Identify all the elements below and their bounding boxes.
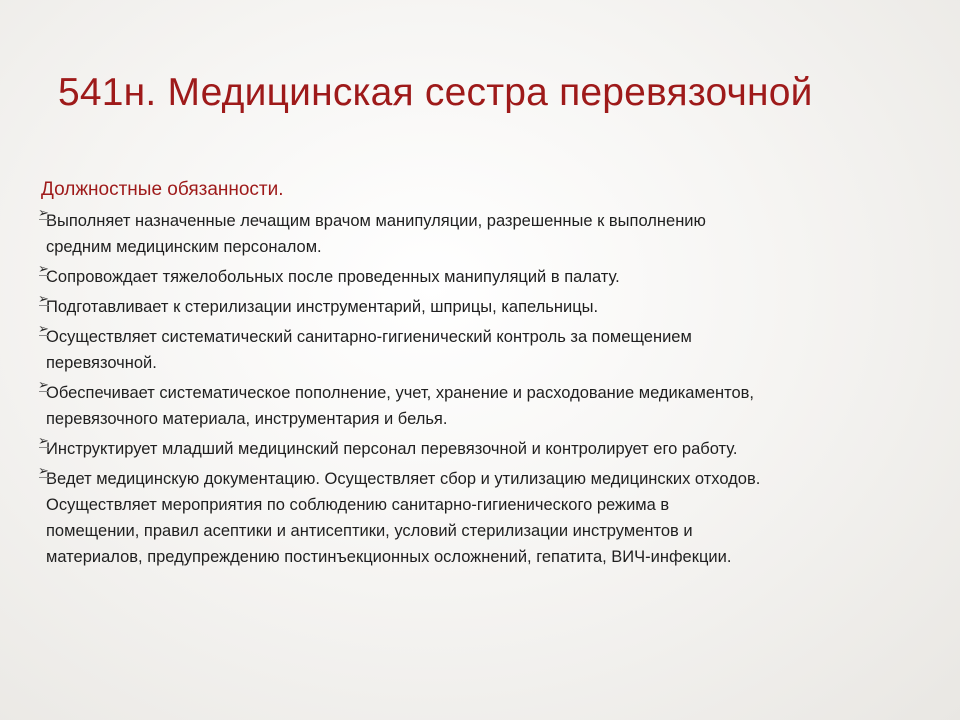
section-subtitle: Должностные обязанности. (41, 179, 284, 200)
arrow-bullet-icon: ➢ (38, 322, 49, 337)
arrow-bullet-icon: ➢ (38, 434, 49, 449)
list-item (38, 466, 938, 570)
duty-line: Сопровождает тяжелобольных после проведенных манипуляций в палату. (46, 268, 620, 286)
duty-line: помещении, правил асептики и антисептики, условий стерилизации инструментов и (46, 522, 693, 540)
duty-line: перевязочной. (46, 354, 157, 372)
duty-line: средним медицинским персоналом. (46, 238, 322, 256)
duty-line: Ведет медицинскую документацию. Осуществляет сбор и утилизацию медицинских отходов. (46, 470, 761, 488)
list-item (38, 264, 938, 290)
duties-list (38, 208, 938, 574)
arrow-bullet-icon: ➢ (38, 292, 49, 307)
arrow-bullet-icon: ➢ (38, 378, 49, 393)
list-item (38, 208, 938, 260)
arrow-bullet-icon: ➢ (38, 262, 49, 277)
duty-line: Обеспечивает систематическое пополнение, учет, хранение и расходование медикаментов, (46, 384, 755, 402)
list-item (38, 380, 938, 432)
list-item (38, 436, 938, 462)
duty-line: материалов, предупреждению постинъекционных осложнений, гепатита, ВИЧ-инфекции. (46, 548, 732, 566)
duty-line: Выполняет назначенные лечащим врачом манипуляции, разрешенные к выполнению (46, 212, 706, 230)
duty-line: перевязочного материала, инструментария и белья. (46, 410, 448, 428)
list-item (38, 294, 938, 320)
arrow-bullet-icon: ➢ (38, 206, 49, 221)
duty-line: Осуществляет мероприятия по соблюдению санитарно-гигиенического режима в (46, 496, 670, 514)
duty-line: Осуществляет систематический санитарно-гигиенический контроль за помещением (46, 328, 692, 346)
duty-line: Инструктирует младший медицинский персонал перевязочной и контролирует его работу. (46, 440, 738, 458)
duty-line: Подготавливает к стерилизации инструментарий, шприцы, капельницы. (46, 298, 599, 316)
arrow-bullet-icon: ➢ (38, 464, 49, 479)
list-item (38, 324, 938, 376)
slide-title: 541н. Медицинская сестра перевязочной (58, 71, 813, 114)
